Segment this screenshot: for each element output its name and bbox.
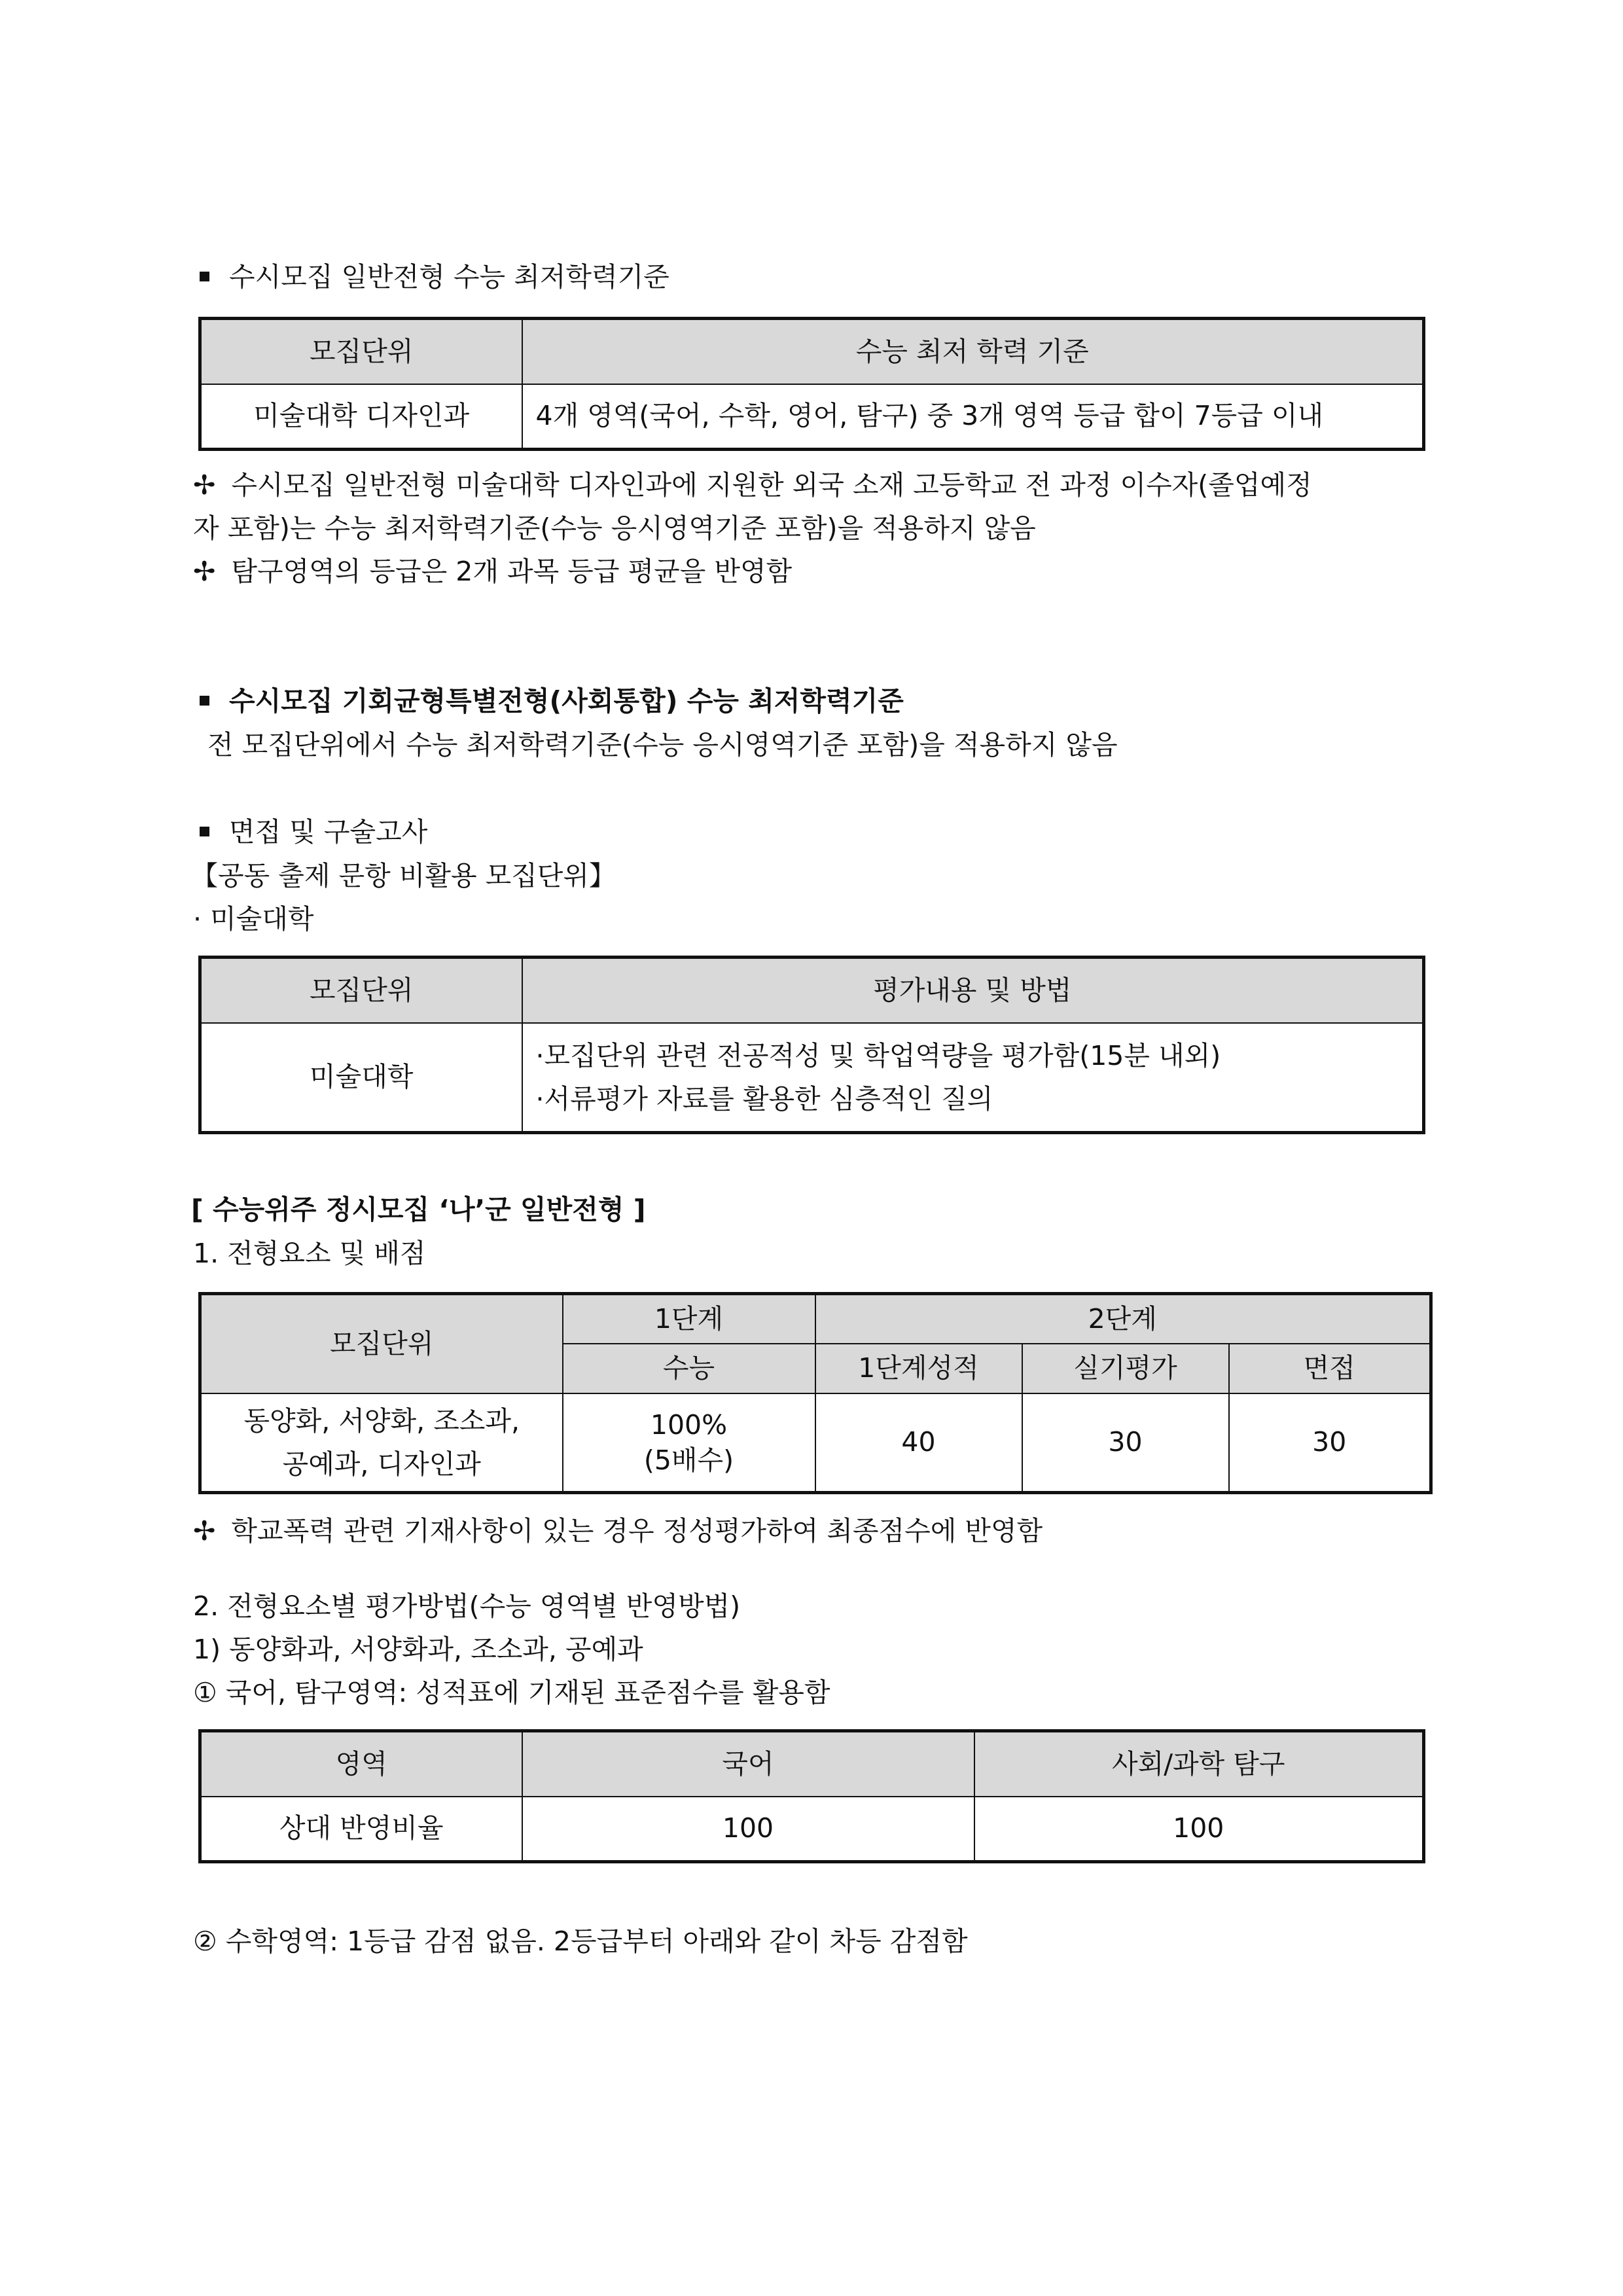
header-cell: 모집단위 <box>200 1294 563 1393</box>
square-bullet-icon <box>200 272 209 281</box>
header-cell: 사회/과학 탐구 <box>974 1731 1424 1797</box>
interview-table <box>198 956 1425 1134</box>
table-cell: 100 <box>974 1797 1424 1862</box>
susi-minimum-standard-table <box>198 317 1425 451</box>
table-cell: 4개 영역(국어, 수학, 영어, 탐구) 중 3개 영역 등급 합이 7등급 이내 <box>522 384 1424 450</box>
section-text-opportunity: 전 모집단위에서 수능 최저학력기준(수능 응시영역기준 포함)을 적용하지 않음 <box>207 729 1118 761</box>
subheading-departments: 1) 동양화과, 서양화과, 조소과, 공예과 <box>193 1634 643 1665</box>
item-korean-inquiry: ① 국어, 탐구영역: 성적표에 기재된 표준점수를 활용함 <box>193 1677 830 1708</box>
bullet-art-college: · 미술대학 <box>193 903 314 935</box>
table-cell: 미술대학 <box>200 1023 522 1133</box>
header-cell: 실기평가 <box>1022 1344 1229 1393</box>
header-cell: 1단계성적 <box>815 1344 1022 1393</box>
note-inquiry-grade: ✢ 탐구영역의 등급은 2개 과목 등급 평균을 반영함 <box>193 554 792 589</box>
table-cell: 40 <box>815 1393 1022 1493</box>
header-cell: 평가내용 및 방법 <box>522 958 1424 1023</box>
header-cell: 수능 최저 학력 기준 <box>522 319 1424 384</box>
jeongsi-score-table <box>198 1292 1433 1494</box>
section-heading-jeongsi: [ 수능위주 정시모집 ‘나’군 일반전형 ] <box>191 1194 646 1225</box>
table-cell: 미술대학 디자인과 <box>200 384 522 450</box>
header-cell: 2단계 <box>815 1294 1431 1344</box>
header-cell: 모집단위 <box>200 319 522 384</box>
note-school-violence: ✢ 학교폭력 관련 기재사항이 있는 경우 정성평가하여 최종점수에 반영함 <box>193 1514 1043 1549</box>
header-cell: 영역 <box>200 1731 522 1797</box>
reflection-ratio-table <box>198 1729 1425 1863</box>
square-bullet-icon <box>200 696 209 706</box>
subheading-evaluation-method: 2. 전형요소별 평가방법(수능 영역별 반영방법) <box>193 1590 741 1622</box>
header-cell: 면접 <box>1229 1344 1431 1393</box>
note-overseas-line1: ✢ 수시모집 일반전형 미술대학 디자인과에 지원한 외국 소재 고등학교 전 과정 이수자(졸업예정 <box>193 468 1312 503</box>
item-math: ② 수학영역: 1등급 감점 없음. 2등급부터 아래와 같이 차등 감점함 <box>193 1926 968 1957</box>
header-cell: 수능 <box>563 1344 815 1393</box>
note-overseas-line2: 자 포함)는 수능 최저학력기준(수능 응시영역기준 포함)을 적용하지 않음 <box>193 512 1036 544</box>
table-cell: 100 <box>522 1797 974 1862</box>
section-heading-interview: 면접 및 구술고사 <box>200 815 427 850</box>
header-cell: 1단계 <box>563 1294 815 1344</box>
table-cell: 상대 반영비율 <box>200 1797 522 1862</box>
table-cell <box>522 1023 1424 1133</box>
cross-mark-icon: ✢ <box>193 469 216 501</box>
table-cell: 30 <box>1022 1393 1229 1493</box>
table-cell: 100% (5배수) <box>563 1393 815 1493</box>
table-cell: 동양화, 서양화, 조소과, 공예과, 디자인과 <box>200 1393 563 1493</box>
cross-mark-icon: ✢ <box>193 556 216 587</box>
square-bullet-icon <box>200 827 209 836</box>
cross-mark-icon: ✢ <box>193 1515 216 1547</box>
evaluation-item: ·모집단위 관련 전공적성 및 학업역량을 평가함(15분 내외) <box>535 1039 1221 1071</box>
header-cell: 국어 <box>522 1731 974 1797</box>
section-heading-opportunity: 수시모집 기회균형특별전형(사회통합) 수능 최저학력기준 <box>200 684 904 719</box>
header-cell: 모집단위 <box>200 958 522 1023</box>
evaluation-item: ·서류평가 자료를 활용한 심층적인 질의 <box>535 1083 993 1115</box>
table-cell: 30 <box>1229 1393 1431 1493</box>
subheading-elements: 1. 전형요소 및 배점 <box>193 1238 426 1269</box>
section-heading-susi-general: 수시모집 일반전형 수능 최저학력기준 <box>200 260 669 295</box>
subheading-non-common: 【공동 출제 문항 비활용 모집단위】 <box>191 860 616 891</box>
